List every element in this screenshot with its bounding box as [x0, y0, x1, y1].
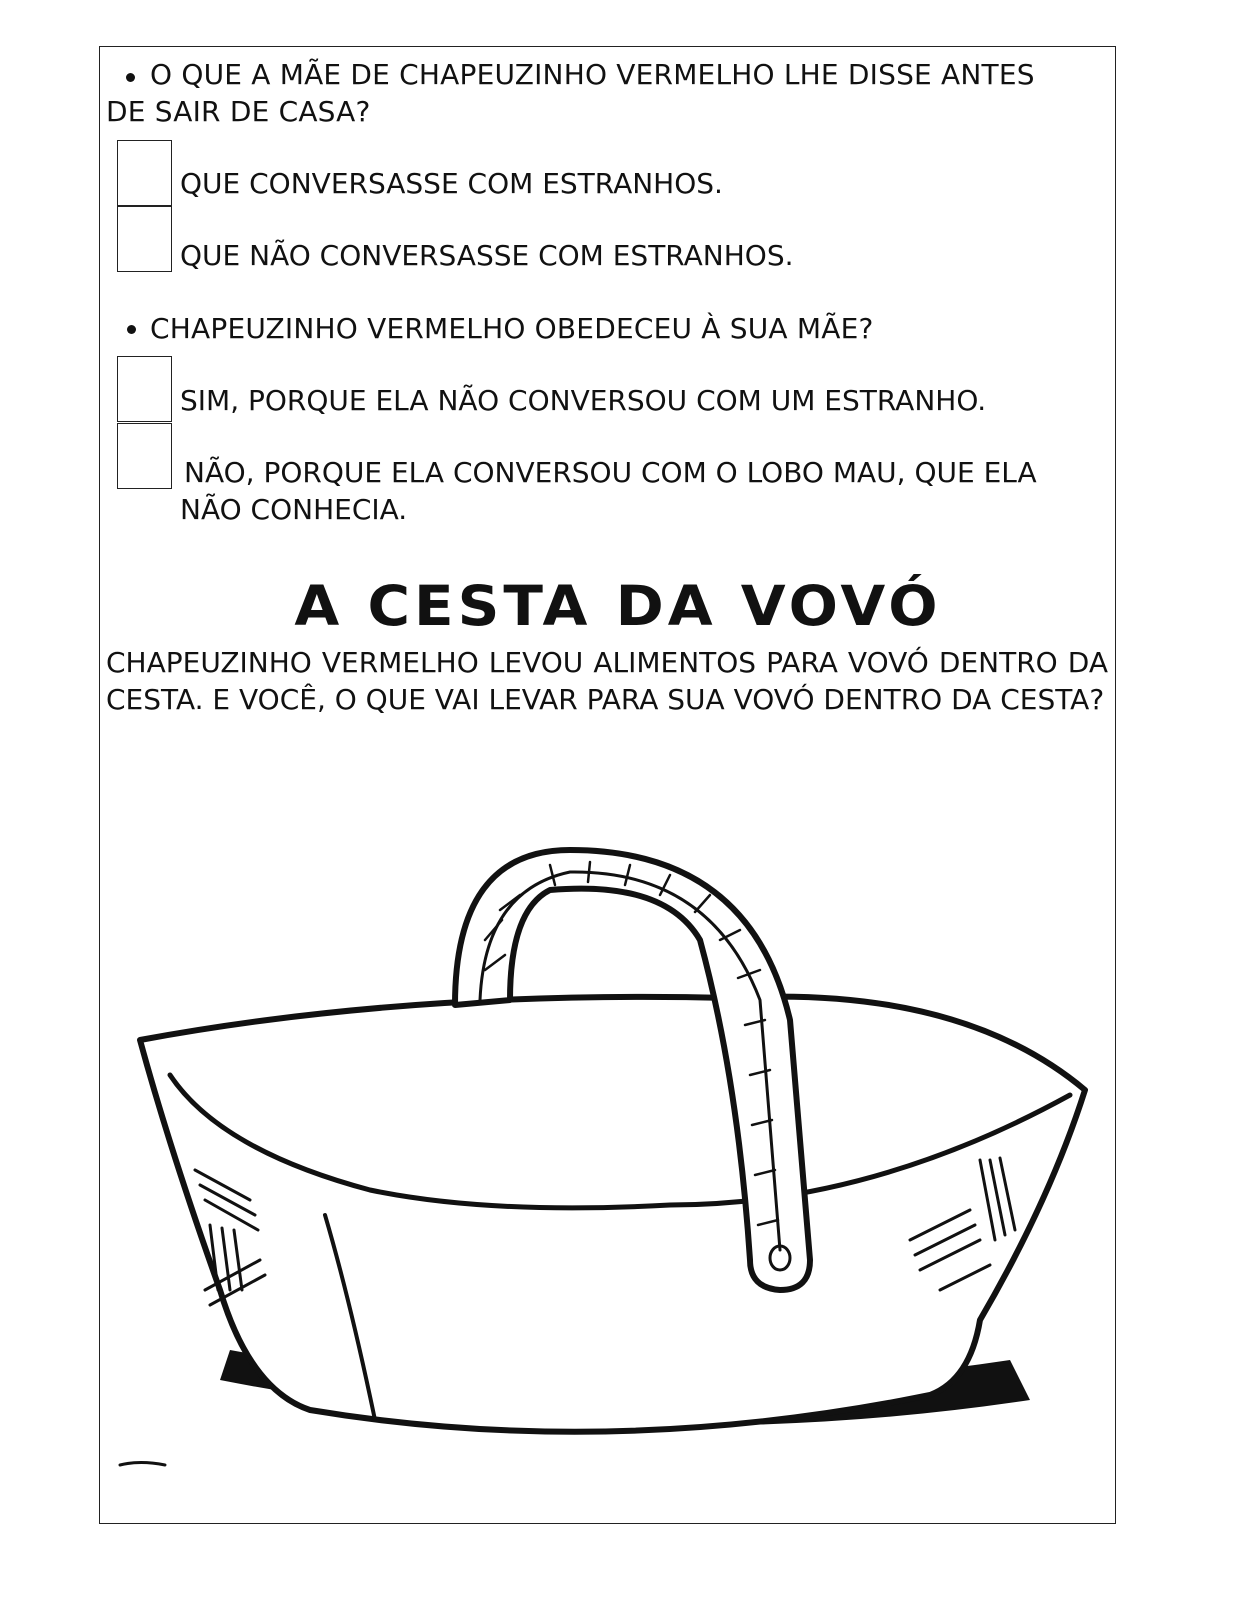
question2-bullet	[127, 325, 136, 334]
question1-option2-checkbox[interactable]	[117, 206, 172, 272]
basket-body	[140, 997, 1085, 1432]
question2-option2-checkbox[interactable]	[117, 423, 172, 489]
basket-illustration	[110, 820, 1110, 1480]
question2-option1-checkbox[interactable]	[117, 356, 172, 422]
section-title: A CESTA DA VOVÓ	[294, 573, 942, 639]
question2-option1-label: SIM, PORQUE ELA NÃO CONVERSOU COM UM ESTRANHO.	[180, 384, 987, 417]
question1-bullet	[126, 73, 135, 82]
question2-text: CHAPEUZINHO VERMELHO OBEDECEU À SUA MÃE?	[150, 312, 874, 345]
question1-option1-label: QUE CONVERSASSE COM ESTRANHOS.	[180, 167, 723, 200]
question1-option2-label: QUE NÃO CONVERSASSE COM ESTRANHOS.	[180, 239, 794, 272]
question1-line1: O QUE A MÃE DE CHAPEUZINHO VERMELHO LHE DISSE ANTES	[150, 58, 1035, 91]
section-paragraph: CHAPEUZINHO VERMELHO LEVOU ALIMENTOS PARA VOVÓ DENTRO DA CESTA. E VOCÊ, O QUE VAI LEVAR PARA SUA VOVÓ DENTRO DA CESTA?	[106, 646, 1108, 716]
question2-option2-label-line1: NÃO, PORQUE ELA CONVERSOU COM O LOBO MAU, QUE ELA	[184, 456, 1037, 489]
question1-line2: DE SAIR DE CASA?	[106, 95, 371, 128]
question1-option1-checkbox[interactable]	[117, 140, 172, 206]
question2-option2-label-line2: NÃO CONHECIA.	[180, 493, 408, 526]
stray-mark	[120, 1463, 165, 1466]
